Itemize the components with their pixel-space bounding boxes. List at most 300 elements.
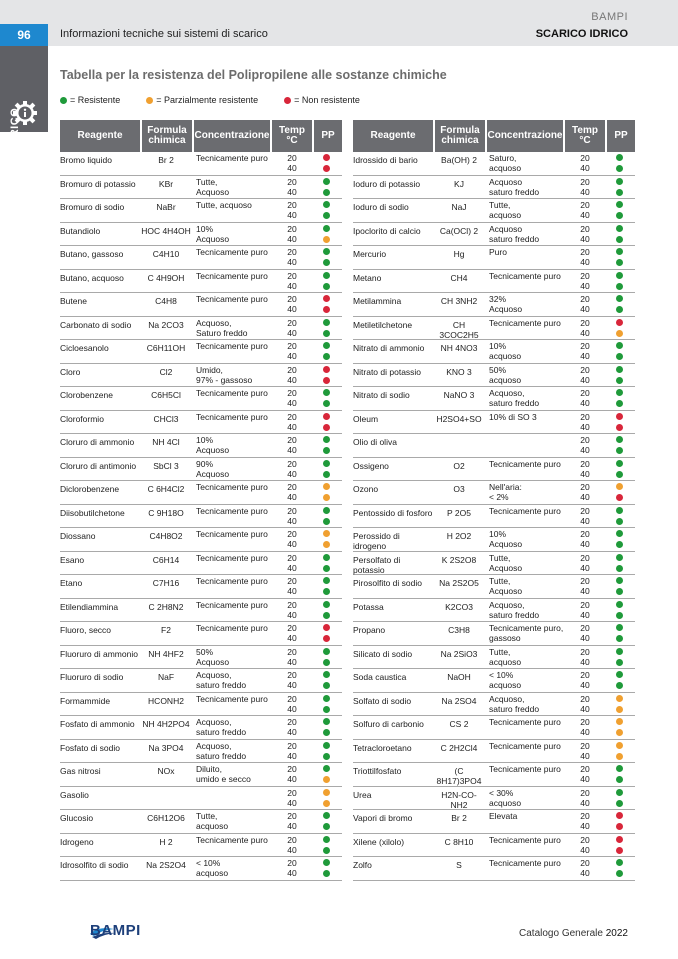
concentration-cell xyxy=(192,458,272,481)
concentration-cell xyxy=(192,505,272,528)
concentration-cell xyxy=(192,176,272,199)
temperature-value: 40 xyxy=(580,445,590,455)
temperature-cell xyxy=(272,740,312,763)
temperature-value: 20 xyxy=(580,858,590,868)
rating-dot-icon xyxy=(323,225,330,232)
table-row xyxy=(60,223,342,247)
table-row xyxy=(353,293,635,317)
temperature-value: 40 xyxy=(580,680,590,690)
temperature-value: 40 xyxy=(287,351,297,361)
formula-cell: C3H8 xyxy=(448,625,470,635)
rating-dot-icon xyxy=(323,800,330,807)
rating-dot-icon xyxy=(323,776,330,783)
rating-dot-icon xyxy=(616,823,623,830)
rating-dot-icon xyxy=(323,154,330,161)
temperature-value: 40 xyxy=(580,844,590,855)
rating-dot-icon xyxy=(616,742,623,749)
temperature-value: 20 xyxy=(580,341,590,351)
concentration-line: Tecnicamente puro xyxy=(196,388,268,398)
reagent-cell: Zolfo xyxy=(353,860,372,870)
pp-rating-cell xyxy=(605,152,633,175)
formula-cell: Hg xyxy=(453,249,465,259)
table-row xyxy=(60,669,342,693)
col-formula: Formula chimica xyxy=(142,120,192,152)
temperature-value: 20 xyxy=(580,787,590,798)
table-row xyxy=(60,270,342,294)
concentration-cell xyxy=(485,223,565,246)
pp-rating-cell xyxy=(312,317,340,340)
table-row xyxy=(60,834,342,858)
reagent-cell: Potassa xyxy=(353,601,384,612)
rating-dot-icon xyxy=(616,471,623,478)
concentration-cell xyxy=(192,740,272,763)
rating-dot-icon xyxy=(616,389,623,396)
temperature-cell xyxy=(565,763,605,786)
reagent-cell: Xilene (xilolo) xyxy=(353,836,405,847)
temperature-value: 20 xyxy=(287,623,297,633)
pp-rating-cell xyxy=(312,458,340,481)
formula-cell: NH 4HF2 xyxy=(148,648,184,659)
temperature-value: 40 xyxy=(287,468,297,479)
table-row xyxy=(60,857,342,881)
temperature-value: 20 xyxy=(580,364,590,375)
table-row xyxy=(60,810,342,834)
temperature-value: 20 xyxy=(580,599,590,610)
concentration-line: 10% di SO 3 xyxy=(489,411,537,422)
pp-rating-cell xyxy=(605,716,633,739)
temperature-value: 20 xyxy=(580,482,590,492)
table-row xyxy=(353,740,635,764)
concentration-cell xyxy=(192,575,272,598)
concentration-line: 10% xyxy=(196,223,214,234)
temperature-value: 20 xyxy=(580,458,590,469)
reagent-cell: Cicloesanolo xyxy=(60,343,109,353)
table-row xyxy=(353,387,635,411)
formula-cell: SbCl 3 xyxy=(153,460,179,471)
pp-rating-cell xyxy=(312,434,340,457)
reagent-cell: Oleum xyxy=(353,413,379,424)
pp-rating-cell xyxy=(312,223,340,246)
temperature-value: 20 xyxy=(287,740,297,751)
concentration-cell xyxy=(485,740,565,763)
pp-rating-cell xyxy=(312,340,340,363)
formula-cell: O3 xyxy=(453,484,465,494)
pp-rating-cell xyxy=(605,199,633,222)
rating-dot-icon xyxy=(616,494,623,501)
temperature-value: 20 xyxy=(580,270,590,281)
rating-dot-icon xyxy=(616,836,623,843)
rating-dot-icon xyxy=(323,729,330,736)
footer-logo: BAMPI xyxy=(90,922,141,939)
concentration-cell xyxy=(192,364,272,387)
concentration-line: umido e secco xyxy=(196,774,251,784)
temperature-value: 20 xyxy=(287,834,297,845)
reagent-cell: Ioduro di sodio xyxy=(353,202,409,212)
concentration-cell xyxy=(485,669,565,692)
concentration-line: < 10% xyxy=(489,670,514,680)
concentration-line: 97% - gassoso xyxy=(196,374,253,385)
temperature-value: 40 xyxy=(580,774,590,784)
temperature-value: 20 xyxy=(580,740,590,751)
rating-dot-icon xyxy=(323,530,330,537)
concentration-cell xyxy=(485,575,565,598)
concentration-cell xyxy=(485,528,565,551)
temperature-value: 40 xyxy=(287,233,297,244)
temperature-value: 20 xyxy=(287,482,297,492)
temperature-value: 20 xyxy=(580,505,590,516)
table-row xyxy=(353,834,635,858)
temperature-value: 40 xyxy=(580,374,590,385)
concentration-line: saturo freddo xyxy=(196,750,247,761)
temperature-value: 20 xyxy=(287,411,297,422)
temperature-value: 40 xyxy=(287,797,297,808)
rating-dot-icon xyxy=(323,577,330,584)
table-row xyxy=(353,857,635,881)
temperature-cell xyxy=(565,293,605,316)
rating-dot-icon xyxy=(323,789,330,796)
temperature-value: 40 xyxy=(580,539,590,549)
concentration-line: Tecnicamente puro xyxy=(196,529,268,539)
rating-dot-icon xyxy=(616,353,623,360)
rating-dot-icon xyxy=(323,413,330,420)
rating-dot-icon xyxy=(616,789,623,796)
temperature-cell xyxy=(272,387,312,410)
reagent-cell: Butano, acquoso xyxy=(60,272,124,283)
temperature-cell xyxy=(272,176,312,199)
rating-dot-icon xyxy=(323,295,330,302)
concentration-cell xyxy=(192,246,272,269)
rating-dot-icon xyxy=(323,460,330,467)
concentration-cell xyxy=(485,622,565,645)
rating-dot-icon xyxy=(616,706,623,713)
concentration-cell xyxy=(192,646,272,669)
formula-cell: O2 xyxy=(453,460,465,471)
table-row xyxy=(353,599,635,623)
temperature-value: 40 xyxy=(580,163,590,173)
temperature-value: 40 xyxy=(287,844,297,855)
temperature-value: 40 xyxy=(287,445,297,455)
legend-resistant: = Resistente xyxy=(60,95,120,105)
temperature-cell xyxy=(272,552,312,575)
formula-cell: Na 2SO4 xyxy=(441,695,477,706)
table-row xyxy=(60,458,342,482)
rating-dot-icon xyxy=(323,272,330,279)
temperature-value: 40 xyxy=(580,398,590,408)
reagent-cell: Butandiolo xyxy=(60,225,101,236)
temperature-value: 20 xyxy=(287,458,297,469)
pp-rating-cell xyxy=(312,411,340,434)
temperature-value: 40 xyxy=(287,656,297,667)
temperature-value: 20 xyxy=(287,153,297,163)
concentration-cell xyxy=(485,176,565,199)
rating-dot-icon xyxy=(616,753,623,760)
reagent-cell: Solfuro di carbonio xyxy=(353,719,424,729)
temperature-value: 40 xyxy=(287,327,297,338)
rating-dot-icon xyxy=(616,400,623,407)
concentration-line: Tutte, xyxy=(489,646,511,657)
pp-rating-cell xyxy=(605,340,633,363)
rating-dot-icon xyxy=(323,753,330,760)
reagent-cell: Propano xyxy=(353,625,386,635)
table-row xyxy=(353,223,635,247)
formula-cell: C 2H2Cl4 xyxy=(440,742,478,753)
concentration-cell xyxy=(485,364,565,387)
reagent-cell: Ipoclorito di calcio xyxy=(353,225,421,236)
table-row xyxy=(353,622,635,646)
rating-dot-icon xyxy=(616,659,623,666)
concentration-cell xyxy=(485,340,565,363)
reagent-cell: Etano xyxy=(60,578,83,588)
rating-dot-icon xyxy=(616,530,623,537)
temperature-cell xyxy=(565,669,605,692)
rating-dot-icon xyxy=(323,507,330,514)
temperature-value: 20 xyxy=(287,200,297,210)
rating-dot-icon xyxy=(323,483,330,490)
reagent-cell: Idrosolfito di sodio xyxy=(60,860,129,870)
concentration-line: Elevata xyxy=(489,811,518,821)
concentration-cell xyxy=(192,152,272,175)
pp-rating-cell xyxy=(312,293,340,316)
rating-dot-icon xyxy=(323,283,330,290)
concentration-cell xyxy=(192,387,272,410)
temperature-value: 40 xyxy=(580,186,590,197)
temperature-value: 40 xyxy=(287,703,297,714)
concentration-line: acquoso xyxy=(489,163,522,173)
rating-dot-icon xyxy=(616,259,623,266)
reagent-cell: Glucosio xyxy=(60,813,94,823)
rating-dot-icon xyxy=(323,189,330,196)
formula-cell: Na 2S2O4 xyxy=(146,860,186,870)
concentration-line: Tecnicamente puro xyxy=(196,247,268,257)
reagent-cell: Butano, gassoso xyxy=(60,249,124,259)
formula-cell: C6H5Cl xyxy=(151,390,181,400)
temperature-cell xyxy=(272,364,312,387)
pp-rating-cell xyxy=(312,787,340,810)
concentration-line: saturo freddo xyxy=(196,680,247,690)
concentration-line: acquoso xyxy=(196,821,229,831)
concentration-line: Tecnicamente puro xyxy=(489,858,561,868)
concentration-line: Tecnicamente puro xyxy=(489,458,561,469)
concentration-cell xyxy=(485,246,565,269)
concentration-cell xyxy=(485,270,565,293)
temperature-cell xyxy=(565,787,605,810)
rating-dot-icon xyxy=(323,353,330,360)
rating-dot-icon xyxy=(616,518,623,525)
footer-catalog: Catalogo Generale 2022 xyxy=(519,928,628,939)
concentration-line: Acquoso, xyxy=(489,388,525,398)
table-row xyxy=(60,575,342,599)
rating-dot-icon xyxy=(616,165,623,172)
concentration-line: Puro xyxy=(489,247,507,257)
reagent-cell: Olio di oliva xyxy=(353,437,397,447)
reagent-cell: Carbonato di sodio xyxy=(60,319,132,330)
concentration-line: Tecnicamente puro xyxy=(196,834,268,845)
concentration-line: Tecnicamente puro xyxy=(489,717,561,727)
concentration-cell xyxy=(192,669,272,692)
concentration-cell xyxy=(192,411,272,434)
pp-rating-cell xyxy=(312,669,340,692)
table-row xyxy=(353,176,635,200)
concentration-cell xyxy=(192,293,272,316)
formula-cell: (C 8H17)3PO4 xyxy=(436,766,482,786)
temperature-cell xyxy=(565,552,605,575)
temperature-value: 40 xyxy=(580,233,590,244)
table-header xyxy=(60,120,342,152)
concentration-cell xyxy=(485,505,565,528)
table-row xyxy=(353,810,635,834)
temperature-value: 20 xyxy=(287,176,297,187)
temperature-cell xyxy=(565,810,605,833)
formula-cell: Na 3PO4 xyxy=(148,742,184,753)
table-row xyxy=(60,176,342,200)
temperature-cell xyxy=(272,246,312,269)
reagent-cell: Pirosolfito di sodio xyxy=(353,578,422,588)
rating-dot-icon xyxy=(616,178,623,185)
concentration-line: Tecnicamente puro xyxy=(196,599,268,610)
temperature-cell xyxy=(272,223,312,246)
concentration-cell xyxy=(192,199,272,222)
concentration-line: Tecnicamente puro xyxy=(489,505,561,516)
pp-rating-cell xyxy=(605,669,633,692)
concentration-line: Acquoso xyxy=(489,304,523,314)
temperature-cell xyxy=(565,223,605,246)
formula-cell xyxy=(433,434,485,457)
temperature-value: 40 xyxy=(287,633,297,643)
concentration-line: saturo freddo xyxy=(196,727,247,737)
rating-dot-icon xyxy=(323,565,330,572)
pp-rating-cell xyxy=(605,693,633,716)
table-row xyxy=(353,411,635,435)
temperature-cell xyxy=(565,481,605,504)
concentration-cell xyxy=(485,411,565,434)
legend xyxy=(60,95,360,105)
rating-dot-icon xyxy=(323,847,330,854)
reagent-cell: Perossido di idrogeno xyxy=(353,531,400,551)
rating-dot-icon xyxy=(616,729,623,736)
temperature-value: 40 xyxy=(580,656,590,667)
red-dot-icon xyxy=(284,97,291,104)
concentration-line: Saturo, xyxy=(489,153,517,163)
reagent-cell: Bromuro di sodio xyxy=(60,202,125,212)
resistance-table-left xyxy=(60,120,342,881)
rating-dot-icon xyxy=(323,836,330,843)
rating-dot-icon xyxy=(616,776,623,783)
rating-dot-icon xyxy=(323,706,330,713)
temperature-value: 20 xyxy=(287,317,297,328)
temperature-cell xyxy=(272,834,312,857)
pp-rating-cell xyxy=(312,622,340,645)
temperature-value: 40 xyxy=(580,703,590,714)
rating-dot-icon xyxy=(323,424,330,431)
table-row xyxy=(60,646,342,670)
table-row xyxy=(60,787,342,811)
rating-dot-icon xyxy=(323,471,330,478)
green-dot-icon xyxy=(60,97,67,104)
formula-cell: C 4H9OH xyxy=(147,272,185,283)
formula-cell: NaJ xyxy=(451,202,467,212)
temperature-cell xyxy=(565,270,605,293)
concentration-line: Tutte, xyxy=(489,576,511,586)
pp-rating-cell xyxy=(605,763,633,786)
table-row xyxy=(60,740,342,764)
reagent-cell: Solfato di sodio xyxy=(353,695,412,706)
pp-rating-cell xyxy=(605,481,633,504)
temperature-cell xyxy=(272,810,312,833)
rating-dot-icon xyxy=(616,201,623,208)
pp-rating-cell xyxy=(312,740,340,763)
pp-rating-cell xyxy=(312,152,340,175)
reagent-cell: Cloro xyxy=(60,366,81,377)
temperature-cell xyxy=(272,575,312,598)
temperature-cell xyxy=(565,740,605,763)
formula-cell: CS 2 xyxy=(449,719,469,729)
concentration-line: Acquoso xyxy=(196,468,230,479)
reagent-cell: Diisobutilchetone xyxy=(60,507,125,518)
concentration-line: Acquoso xyxy=(196,186,230,197)
concentration-cell xyxy=(485,481,565,504)
temperature-value: 40 xyxy=(580,821,590,831)
concentration-line: acquoso xyxy=(489,374,522,385)
reagent-cell: Nitrato di ammonio xyxy=(353,343,425,353)
reagent-cell: Formammide xyxy=(60,695,111,706)
temperature-value: 20 xyxy=(580,717,590,727)
concentration-line: Nell'aria: xyxy=(489,482,522,492)
concentration-line: < 2% xyxy=(489,492,509,502)
reagent-cell: Cloroformio xyxy=(60,413,104,424)
concentration-cell xyxy=(485,810,565,833)
temperature-value: 40 xyxy=(580,868,590,878)
concentration-cell xyxy=(485,693,565,716)
temperature-cell xyxy=(565,176,605,199)
temperature-value: 20 xyxy=(287,811,297,821)
section-label: SCARICO IDRICO xyxy=(535,28,628,40)
temperature-value: 40 xyxy=(580,750,590,761)
temperature-cell xyxy=(272,787,312,810)
table-row xyxy=(353,481,635,505)
pp-rating-cell xyxy=(312,646,340,669)
concentration-line: Acquoso xyxy=(196,233,230,244)
rating-dot-icon xyxy=(323,319,330,326)
table-row xyxy=(60,246,342,270)
rating-dot-icon xyxy=(323,330,330,337)
table-row xyxy=(353,246,635,270)
rating-dot-icon xyxy=(323,742,330,749)
rating-dot-icon xyxy=(323,671,330,678)
temperature-value: 20 xyxy=(580,623,590,633)
reagent-cell: Bromo liquido xyxy=(60,155,112,165)
concentration-cell xyxy=(485,716,565,739)
table-row xyxy=(353,528,635,552)
reagent-cell: Fluoruro di ammonio xyxy=(60,648,138,659)
concentration-line: Saturo freddo xyxy=(196,327,248,338)
formula-cell: C4H10 xyxy=(152,249,180,259)
temperature-value: 40 xyxy=(287,492,297,502)
rating-dot-icon xyxy=(616,695,623,702)
formula-cell: CH 3COC2H5 xyxy=(439,319,479,340)
pp-rating-cell xyxy=(605,528,633,551)
formula-cell: C 9H18O xyxy=(148,507,184,518)
formula-cell: C4H8O2 xyxy=(149,531,183,541)
rating-dot-icon xyxy=(323,248,330,255)
concentration-line: Acquoso xyxy=(489,176,523,187)
temperature-value: 40 xyxy=(287,680,297,690)
temperature-cell xyxy=(565,364,605,387)
temperature-value: 20 xyxy=(580,176,590,187)
concentration-cell xyxy=(485,599,565,622)
temperature-value: 40 xyxy=(287,774,297,784)
temperature-cell xyxy=(565,716,605,739)
reagent-cell: Etilendiammina xyxy=(60,601,119,612)
